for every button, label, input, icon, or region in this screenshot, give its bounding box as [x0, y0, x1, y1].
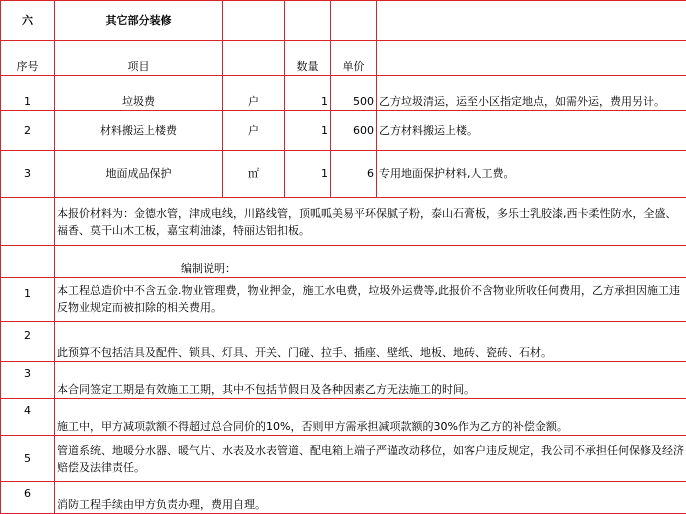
section-title: 其它部分装修: [55, 1, 223, 41]
note-row: [1, 482, 686, 514]
item-price: 600: [331, 111, 377, 151]
header-unit: [223, 41, 285, 76]
note-row: [1, 322, 686, 362]
note-seq: 4: [1, 399, 55, 436]
note-text: 本工程总造价中不含五金.物业管理费，物业押金，施工水电费，垃圾外运费等,此报价不含物业所收任何费用，乙方承担因施工违反物业规定而被扣除的相关费用。: [55, 278, 686, 322]
item-price: 500: [331, 76, 377, 111]
note-row: [1, 278, 686, 322]
item-name: 材料搬运上楼费: [55, 111, 223, 151]
note-text: 管道系统、地暖分水器、暖气片、水表及水表管道、配电箱上端子严谨改动移位，如客户违反规定，我公司不承担任何保修及经济赔偿及法律责任。: [55, 436, 686, 482]
item-unit: ㎡: [223, 151, 285, 198]
header-price: 单价: [331, 41, 377, 76]
note-text: 此预算不包括洁具及配件、锁具、灯具、开关、门碰、拉手、插座、壁纸、地板、地砖、瓷砖、石材。: [55, 322, 686, 362]
header-seq: 序号: [1, 41, 55, 76]
header-item: 项目: [55, 41, 223, 76]
item-name: 地面成品保护: [55, 151, 223, 198]
item-price: 6: [331, 151, 377, 198]
item-qty: 1: [285, 111, 331, 151]
note-seq: 2: [1, 322, 55, 362]
item-qty: 1: [285, 76, 331, 111]
note-seq: 3: [1, 362, 55, 399]
column-header-row: [1, 41, 686, 76]
note-row: [1, 436, 686, 482]
table-row: [1, 111, 686, 151]
item-qty: 1: [285, 151, 331, 198]
item-seq: 2: [1, 111, 55, 151]
item-seq: 3: [1, 151, 55, 198]
section-number: 六: [1, 1, 55, 41]
item-unit: 户: [223, 111, 285, 151]
note-row: [1, 362, 686, 399]
item-remark: 乙方材料搬运上楼。: [377, 111, 686, 151]
note-text: 本合同签定工期是有效施工工期，其中不包括节假日及各种因素乙方无法施工的时间。: [55, 362, 686, 399]
note-text: 消防工程手续由甲方负责办理，费用自理。: [55, 482, 686, 514]
section-header-row: [1, 1, 686, 41]
note-text: 施工中，甲方减项款额不得超过总合同价的10%，否则甲方需承担减项款额的30%作为乙方的补偿金额。: [55, 399, 686, 436]
note-seq: 5: [1, 436, 55, 482]
item-unit: 户: [223, 76, 285, 111]
note-seq: 6: [1, 482, 55, 514]
notes-title: 编制说明：: [55, 246, 686, 278]
table-row: [1, 151, 686, 198]
item-seq: 1: [1, 76, 55, 111]
notes-title-row: [1, 246, 686, 278]
item-remark: 乙方垃圾清运，运至小区指定地点，如需外运，费用另计。: [377, 76, 686, 111]
materials-note: 本报价材料为：金德水管，津成电线，川路线管，顶呱呱美易平环保腻子粉，泰山石膏板，多乐士乳胶漆,西卡柔性防水，全盛、福香、莫干山木工板，嘉宝莉油漆，特丽达铝扣板。: [55, 198, 686, 246]
item-remark: 专用地面保护材料,人工费。: [377, 151, 686, 198]
header-remark: [377, 41, 686, 76]
materials-row: [1, 198, 686, 246]
note-row: [1, 399, 686, 436]
header-qty: 数量: [285, 41, 331, 76]
table-row: [1, 76, 686, 111]
item-name: 垃圾费: [55, 76, 223, 111]
note-seq: 1: [1, 278, 55, 322]
